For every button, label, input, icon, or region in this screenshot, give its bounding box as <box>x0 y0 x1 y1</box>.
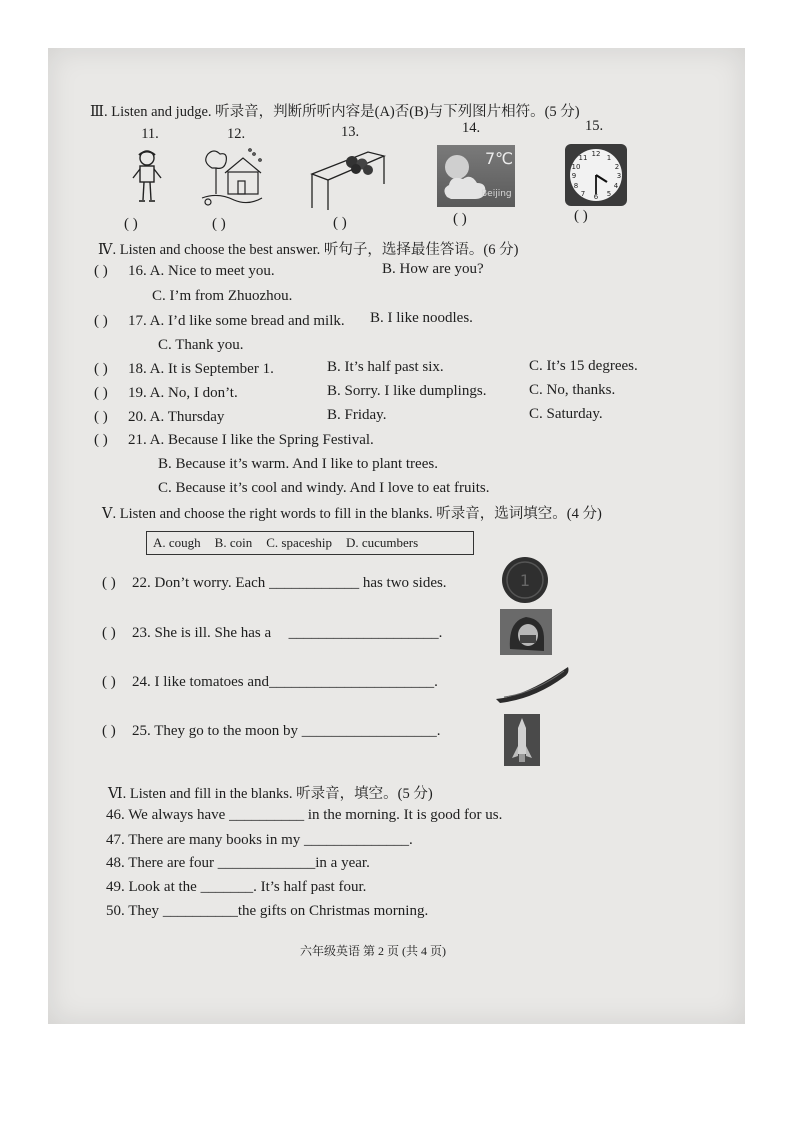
section-5-heading: Ⅴ. Listen and choose the right words to fill in the blanks. 听录音，选词填空。(4 分) <box>102 506 602 522</box>
q24-text-after: . <box>434 674 438 690</box>
q18-option-b: B. It’s half past six. <box>327 359 444 375</box>
q23-blank[interactable]: ____________________ <box>288 625 439 641</box>
svg-text:3: 3 <box>616 172 622 180</box>
q23-text-after: . <box>438 625 443 641</box>
q17-option-c: C. Thank you. <box>158 337 244 353</box>
weather-icon <box>437 145 515 207</box>
item-13-number: 13. <box>340 124 360 140</box>
item-11-answer[interactable]: ( ) <box>124 216 138 232</box>
item-11-number: 11. <box>141 126 159 142</box>
q25-text-before: 25. They go to the moon by <box>132 723 298 739</box>
section-3-heading: Ⅲ. Listen and judge. 听录音，判断所听内容是(A)否(B)与下列图片相符。(5 分) <box>90 104 580 120</box>
clock-icon <box>564 142 628 208</box>
word-option-d: D. cucumbers <box>345 535 419 550</box>
weather-city: Beijing <box>481 189 512 199</box>
q17-option-a: 17. A. I’d like some bread and milk. <box>128 313 345 329</box>
q24-text-before: 24. I like tomatoes and <box>132 674 270 690</box>
svg-text:7: 7 <box>580 190 586 198</box>
svg-text:11: 11 <box>578 154 588 162</box>
exam-sheet <box>48 48 745 1024</box>
q19-option-c: C. No, thanks. <box>529 382 616 398</box>
section-6-heading: Ⅵ. Listen and fill in the blanks. 听录音，填空。(5 分) <box>108 786 433 802</box>
word-option-a: A. cough <box>153 535 201 550</box>
q17-option-b: B. I like noodles. <box>370 310 473 326</box>
section-4-heading: Ⅳ. Listen and choose the best answer. 听句子，选择最佳答语。(6 分) <box>98 242 519 258</box>
q50-text-before: 50. They <box>106 903 160 919</box>
q21-answer-paren[interactable]: ( ) <box>94 432 108 448</box>
q21-option-a: 21. A. Because I like the Spring Festival. <box>128 432 374 448</box>
q18-option-a: 18. A. It is September 1. <box>128 361 274 377</box>
house-tree-icon <box>198 148 266 210</box>
q22-text-before: 22. Don’t worry. Each <box>132 575 266 591</box>
q49-text-after: . It’s half past four. <box>253 879 367 895</box>
q25-text-after: . <box>436 723 441 739</box>
item-12-answer[interactable]: ( ) <box>212 216 226 232</box>
q18-option-c: C. It’s 15 degrees. <box>529 358 638 374</box>
q48-sentence <box>106 855 370 872</box>
coin-icon <box>500 555 550 605</box>
q25-sentence <box>132 723 440 740</box>
page-footer: 六年级英语 第 2 页 (共 4 页) <box>300 944 446 958</box>
q22-sentence <box>132 575 447 592</box>
q24-blank[interactable]: ______________________ <box>269 674 435 690</box>
q47-blank[interactable]: ______________ <box>304 832 410 848</box>
q21-option-c: C. Because it’s cool and windy. And I love to eat fruits. <box>158 480 490 496</box>
q47-sentence <box>106 832 413 849</box>
item-12-number: 12. <box>226 126 246 142</box>
q18-answer-paren[interactable]: ( ) <box>94 361 108 377</box>
svg-text:8: 8 <box>573 182 579 190</box>
q23-sentence <box>132 625 442 642</box>
spaceship-icon <box>504 714 540 766</box>
q21-option-b: B. Because it’s warm. And I like to plant trees. <box>158 456 438 472</box>
q46-text-after: in the morning. It is good for us. <box>307 807 503 823</box>
table-fruit-icon <box>308 144 386 210</box>
q48-text-after: in a year. <box>315 855 370 871</box>
svg-text:12: 12 <box>591 150 601 158</box>
q50-blank[interactable]: __________ <box>162 903 238 919</box>
q20-option-a: 20. A. Thursday <box>128 409 225 425</box>
q24-answer-paren[interactable]: ( ) <box>102 674 116 690</box>
q19-answer-paren[interactable]: ( ) <box>94 385 108 401</box>
q46-blank[interactable]: __________ <box>229 807 305 823</box>
item-14-answer[interactable]: ( ) <box>453 211 467 227</box>
weather-temperature: 7℃ <box>485 149 514 168</box>
item-15-number: 15. <box>584 118 604 134</box>
svg-text:4: 4 <box>613 182 619 190</box>
q20-option-c: C. Saturday. <box>529 406 603 422</box>
q49-blank[interactable]: _______ <box>200 879 254 895</box>
q20-answer-paren[interactable]: ( ) <box>94 409 108 425</box>
q49-text-before: 49. Look at the <box>106 879 197 895</box>
q22-answer-paren[interactable]: ( ) <box>102 575 116 591</box>
q25-blank[interactable]: __________________ <box>301 723 437 739</box>
q16-option-a: 16. A. Nice to meet you. <box>128 263 275 279</box>
svg-text:1: 1 <box>606 154 612 162</box>
q47-text-before: 47. There are many books in my <box>106 832 301 848</box>
cough-icon <box>500 609 552 655</box>
item-15-answer[interactable]: ( ) <box>574 208 588 224</box>
q50-sentence <box>106 903 428 920</box>
q17-answer-paren[interactable]: ( ) <box>94 313 108 329</box>
q23-text-before: 23. She is ill. She has a <box>132 625 272 641</box>
q25-answer-paren[interactable]: ( ) <box>102 723 116 739</box>
svg-text:9: 9 <box>571 172 577 180</box>
svg-text:10: 10 <box>571 163 581 171</box>
q22-blank[interactable]: ____________ <box>269 575 360 591</box>
svg-text:5: 5 <box>606 190 612 198</box>
q46-sentence <box>106 807 502 824</box>
q24-sentence <box>132 674 438 691</box>
q19-option-b: B. Sorry. I like dumplings. <box>327 383 487 399</box>
word-option-b: B. coin <box>214 535 253 550</box>
q49-sentence <box>106 879 366 896</box>
q23-answer-paren[interactable]: ( ) <box>102 625 116 641</box>
item-13-answer[interactable]: ( ) <box>333 215 347 231</box>
q47-text-after: . <box>409 832 413 848</box>
q20-option-b: B. Friday. <box>327 407 387 423</box>
word-bank <box>146 531 474 555</box>
word-option-c: C. spaceship <box>266 535 332 550</box>
item-14-number: 14. <box>461 120 481 136</box>
q16-option-b: B. How are you? <box>382 261 484 277</box>
q19-option-a: 19. A. No, I don’t. <box>128 385 238 401</box>
q16-option-c: C. I’m from Zhuozhou. <box>152 288 293 304</box>
q48-blank[interactable]: _____________ <box>217 855 316 871</box>
q50-text-after: the gifts on Christmas morning. <box>237 903 429 919</box>
q16-answer-paren[interactable]: ( ) <box>94 263 108 279</box>
girl-icon <box>130 148 164 206</box>
svg-text:6: 6 <box>593 193 599 201</box>
svg-text:1: 1 <box>519 571 531 590</box>
q48-text-before: 48. There are four <box>106 855 215 871</box>
q22-text-after: has two sides. <box>362 575 447 591</box>
svg-text:2: 2 <box>614 163 620 171</box>
cucumber-icon <box>494 663 572 705</box>
q46-text-before: 46. We always have <box>106 807 226 823</box>
